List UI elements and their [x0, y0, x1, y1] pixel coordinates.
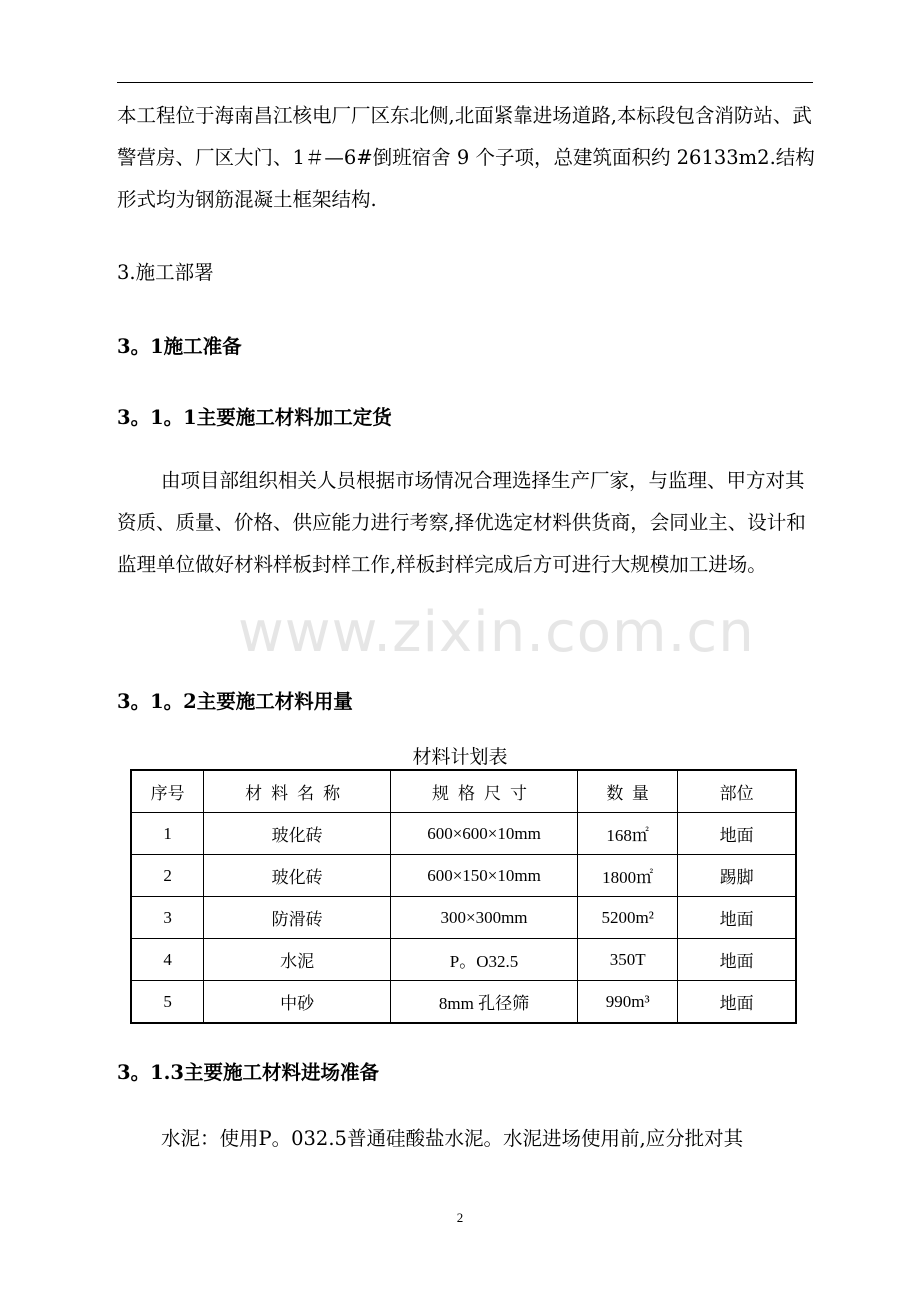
- cell-quantity: 168㎡: [578, 813, 678, 855]
- cell-material: 防滑砖: [204, 897, 391, 939]
- cell-spec: 600×600×10mm: [391, 813, 578, 855]
- cell-index: 5: [131, 981, 204, 1024]
- section-3-1-heading: 3。1施工准备: [117, 335, 242, 358]
- cell-location: 地面: [678, 897, 796, 939]
- watermark: www.zixin.com.cn: [238, 600, 755, 665]
- table-header-row: [131, 770, 796, 813]
- cell-material: 中砂: [204, 981, 391, 1024]
- cell-index: 4: [131, 939, 204, 981]
- table-row: [131, 813, 796, 855]
- cell-material: 玻化砖: [204, 855, 391, 897]
- cell-location: 地面: [678, 813, 796, 855]
- cell-quantity: 990m³: [578, 981, 678, 1024]
- cell-location: 地面: [678, 939, 796, 981]
- header-cell-location: 部位: [678, 770, 796, 813]
- cell-spec: P。O32.5: [391, 939, 578, 981]
- table-row: [131, 981, 796, 1024]
- intro-paragraph: 本工程位于海南昌江核电厂厂区东北侧,北面紧靠进场道路,本标段包含消防站、武警营房、厂区大门、1＃—6#倒班宿舍 9 个子项，总建筑面积约 26133m2.结构形式均为钢筋混凝土框架结构.: [117, 104, 815, 211]
- section-3-1-3-body: 水泥：使用P。032.5普通硅酸盐水泥。水泥进场使用前,应分批对其: [161, 1127, 744, 1150]
- cell-index: 3: [131, 897, 204, 939]
- cell-index: 2: [131, 855, 204, 897]
- cell-spec: 8mm 孔径筛: [391, 981, 578, 1024]
- section-3-heading: 3.施工部署: [117, 261, 214, 284]
- cell-index: 1: [131, 813, 204, 855]
- header-cell-quantity: 数 量: [578, 770, 678, 813]
- table-row: [131, 897, 796, 939]
- cell-spec: 600×150×10mm: [391, 855, 578, 897]
- header-cell-material: 材料名称: [204, 770, 391, 813]
- table-row: [131, 855, 796, 897]
- header-cell-spec: 规格尺寸: [391, 770, 578, 813]
- materials-table: [130, 769, 797, 1024]
- cell-spec: 300×300mm: [391, 897, 578, 939]
- table-caption: 材料计划表: [412, 746, 508, 768]
- header-rule: [117, 82, 813, 83]
- page-number: 2: [456, 1210, 464, 1225]
- section-3-1-3-heading: 3。1.3主要施工材料进场准备: [117, 1061, 379, 1084]
- cell-material: 水泥: [204, 939, 391, 981]
- cell-quantity: 1800㎡: [578, 855, 678, 897]
- section-3-1-1-heading: 3。1。1主要施工材料加工定货: [117, 406, 392, 429]
- cell-location: 踢脚: [678, 855, 796, 897]
- header-cell-index: 序号: [131, 770, 204, 813]
- cell-quantity: 350T: [578, 939, 678, 981]
- table-row: [131, 939, 796, 981]
- cell-location: 地面: [678, 981, 796, 1024]
- cell-material: 玻化砖: [204, 813, 391, 855]
- cell-quantity: 5200m²: [578, 897, 678, 939]
- section-3-1-1-body: 由项目部组织相关人员根据市场情况合理选择生产厂家，与监理、甲方对其资质、质量、价格、供应能力进行考察,择优选定材料供货商，会同业主、设计和监理单位做好材料样板封样工作,样板封样完成后方可进行大规模加工进场。: [117, 469, 806, 576]
- section-3-1-2-heading: 3。1。2主要施工材料用量: [117, 690, 353, 713]
